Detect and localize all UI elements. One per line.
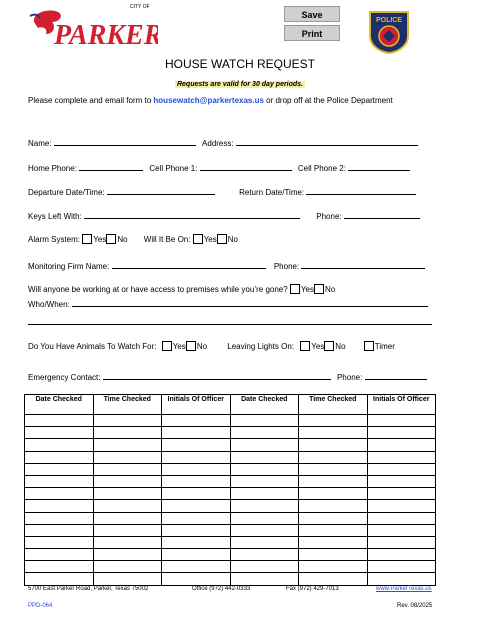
emergency-field[interactable] xyxy=(103,371,331,380)
table-cell[interactable] xyxy=(93,512,162,524)
table-cell[interactable] xyxy=(230,500,299,512)
table-cell[interactable] xyxy=(162,439,231,451)
validity-note xyxy=(0,73,480,91)
row-keys xyxy=(28,210,420,221)
table-cell[interactable] xyxy=(230,488,299,500)
table-cell[interactable] xyxy=(230,573,299,585)
departure-label: Departure Date/Time: xyxy=(28,188,105,197)
access-no-checkbox[interactable] xyxy=(314,284,324,294)
who-when-field[interactable] xyxy=(72,298,428,307)
footer-revision: Rev. 08/2025 xyxy=(397,603,433,609)
on-no-label: No xyxy=(227,235,238,244)
table-cell[interactable] xyxy=(299,439,368,451)
alarm-no-label: No xyxy=(117,235,128,244)
table-cell[interactable] xyxy=(230,536,299,548)
access-yes-label: Yes xyxy=(300,285,314,294)
table-cell[interactable] xyxy=(25,561,94,573)
row-alarm xyxy=(28,234,238,244)
table-cell[interactable] xyxy=(162,561,231,573)
parker-logo-mark xyxy=(28,4,158,50)
table-cell[interactable] xyxy=(93,500,162,512)
col-time-checked-2: Time Checked xyxy=(299,395,368,415)
table-cell[interactable] xyxy=(93,427,162,439)
table-cell[interactable] xyxy=(367,561,436,573)
animals-no-checkbox[interactable] xyxy=(186,341,196,351)
table-cell[interactable] xyxy=(367,512,436,524)
monitoring-field[interactable] xyxy=(112,260,266,269)
police-badge xyxy=(366,8,412,54)
table-cell[interactable] xyxy=(162,451,231,463)
table-cell[interactable] xyxy=(230,475,299,487)
keys-field[interactable] xyxy=(84,210,300,219)
table-cell[interactable] xyxy=(230,463,299,475)
table-cell[interactable] xyxy=(299,549,368,561)
table-cell[interactable] xyxy=(93,561,162,573)
table-row xyxy=(25,512,436,524)
table-cell[interactable] xyxy=(367,415,436,427)
lights-no-checkbox[interactable] xyxy=(324,341,334,351)
access-no-label: No xyxy=(324,285,336,294)
alarm-label: Alarm System: xyxy=(28,235,81,244)
table-cell[interactable] xyxy=(25,488,94,500)
validity-note-text: Requests are valid for 30 day periods. xyxy=(176,81,304,88)
row-phones xyxy=(28,162,410,173)
emergency-label: Emergency Contact: xyxy=(28,373,101,382)
will-be-on-label: Will It Be On: xyxy=(143,235,191,244)
col-initials: Initials Of Officer xyxy=(162,395,231,415)
address-label: Address: xyxy=(202,139,234,148)
lights-timer-label: Timer xyxy=(374,342,395,351)
table-cell[interactable] xyxy=(299,488,368,500)
check-log-table xyxy=(24,394,436,586)
table-cell[interactable] xyxy=(299,451,368,463)
table-cell[interactable] xyxy=(25,524,94,536)
col-time-checked: Time Checked xyxy=(93,395,162,415)
row-animals-lights xyxy=(28,341,395,351)
table-cell[interactable] xyxy=(230,561,299,573)
col-initials-2: Initials Of Officer xyxy=(367,395,436,415)
cell1-label: Cell Phone 1: xyxy=(149,164,198,173)
name-label: Name: xyxy=(28,139,52,148)
table-row xyxy=(25,500,436,512)
animals-yes-checkbox[interactable] xyxy=(162,341,172,351)
logo-city-of: CITY OF xyxy=(130,4,150,10)
home-phone-label: Home Phone: xyxy=(28,164,77,173)
table-cell[interactable] xyxy=(162,488,231,500)
keys-phone-label: Phone: xyxy=(316,212,342,221)
table-cell[interactable] xyxy=(230,524,299,536)
return-field[interactable] xyxy=(306,186,416,195)
cell1-field[interactable] xyxy=(200,162,292,171)
monitoring-label: Monitoring Firm Name: xyxy=(28,262,110,271)
table-cell[interactable] xyxy=(230,439,299,451)
footer-office: Office (972) 442-0333 xyxy=(192,586,251,592)
table-row xyxy=(25,463,436,475)
table-cell[interactable] xyxy=(25,536,94,548)
row-monitoring xyxy=(28,260,425,271)
departure-field[interactable] xyxy=(107,186,215,195)
table-cell[interactable] xyxy=(299,475,368,487)
lights-label: Leaving Lights On: xyxy=(227,342,294,351)
table-cell[interactable] xyxy=(299,536,368,548)
table-cell[interactable] xyxy=(299,561,368,573)
emergency-phone-field[interactable] xyxy=(365,371,427,380)
table-cell[interactable] xyxy=(25,439,94,451)
monitoring-phone-field[interactable] xyxy=(301,260,425,269)
alarm-yes-label: Yes xyxy=(93,235,107,244)
animals-no-label: No xyxy=(196,342,208,351)
table-row xyxy=(25,439,436,451)
table-cell[interactable] xyxy=(367,439,436,451)
table-row xyxy=(25,524,436,536)
parker-logo xyxy=(28,4,158,50)
table-cell[interactable] xyxy=(25,475,94,487)
address-field[interactable] xyxy=(236,137,418,146)
footer-address: 5700 East Parker Road, Parker, Texas 75002 xyxy=(28,586,149,592)
page-title: HOUSE WATCH REQUEST xyxy=(164,57,315,71)
table-cell[interactable] xyxy=(299,427,368,439)
table-cell[interactable] xyxy=(367,536,436,548)
footer-website-link[interactable]: www.ParkerTexas.us xyxy=(376,586,432,592)
lights-yes-checkbox[interactable] xyxy=(300,341,310,351)
alarm-yes-checkbox[interactable] xyxy=(82,234,92,244)
table-cell[interactable] xyxy=(367,500,436,512)
table-cell[interactable] xyxy=(299,500,368,512)
table-cell[interactable] xyxy=(230,451,299,463)
lights-yes-label: Yes xyxy=(311,342,325,351)
police-badge-icon xyxy=(366,8,412,54)
table-cell[interactable] xyxy=(367,524,436,536)
lights-no-label: No xyxy=(335,342,346,351)
table-cell[interactable] xyxy=(25,463,94,475)
email-link[interactable]: housewatch@parkertexas.us xyxy=(153,96,264,105)
on-yes-label: Yes xyxy=(203,235,217,244)
emergency-phone-label: Phone: xyxy=(336,373,363,382)
access-question: Will anyone be working at or have access to premises while you’re gone? xyxy=(28,285,288,294)
table-row xyxy=(25,451,436,463)
row-who-when xyxy=(28,298,428,309)
table-cell[interactable] xyxy=(93,439,162,451)
who-when-line-2[interactable] xyxy=(28,324,432,325)
row-access xyxy=(28,284,335,294)
table-row xyxy=(25,488,436,500)
table-cell[interactable] xyxy=(25,573,94,585)
alarm-no-checkbox[interactable] xyxy=(106,234,116,244)
table-cell[interactable] xyxy=(299,512,368,524)
table-cell[interactable] xyxy=(162,475,231,487)
table-cell[interactable] xyxy=(93,488,162,500)
cell2-label: Cell Phone 2: xyxy=(297,164,346,173)
col-date-checked-2: Date Checked xyxy=(230,395,299,415)
table-cell[interactable] xyxy=(25,549,94,561)
table-cell[interactable] xyxy=(93,524,162,536)
lights-timer-checkbox[interactable] xyxy=(364,341,374,351)
table-cell[interactable] xyxy=(367,463,436,475)
intro-after: or drop off at the Police Department xyxy=(263,96,393,105)
table-cell[interactable] xyxy=(93,536,162,548)
table-cell[interactable] xyxy=(162,463,231,475)
animals-label: Do You Have Animals To Watch For: xyxy=(28,342,157,351)
intro-before: Please complete and email form to xyxy=(28,96,154,105)
table-cell[interactable] xyxy=(230,549,299,561)
table-row xyxy=(25,427,436,439)
table-cell[interactable] xyxy=(25,415,94,427)
table-cell[interactable] xyxy=(162,500,231,512)
badge-text-svg: POLICE xyxy=(375,17,403,24)
table-cell[interactable] xyxy=(162,427,231,439)
table-cell[interactable] xyxy=(25,451,94,463)
table-cell[interactable] xyxy=(299,463,368,475)
table-cell[interactable] xyxy=(367,488,436,500)
table-cell[interactable] xyxy=(230,415,299,427)
table-row xyxy=(25,415,436,427)
table-cell[interactable] xyxy=(162,524,231,536)
table-cell[interactable] xyxy=(162,512,231,524)
table-row xyxy=(25,549,436,561)
access-yes-checkbox[interactable] xyxy=(290,284,300,294)
print-button[interactable]: Print xyxy=(284,25,340,41)
table-cell[interactable] xyxy=(162,549,231,561)
table-cell[interactable] xyxy=(93,451,162,463)
footer-form-id: PPD-064 xyxy=(28,603,53,609)
on-no-checkbox[interactable] xyxy=(217,234,227,244)
row-emergency xyxy=(28,371,427,382)
keys-phone-field[interactable] xyxy=(344,210,420,219)
table-cell[interactable] xyxy=(367,451,436,463)
table-cell[interactable] xyxy=(367,475,436,487)
keys-label: Keys Left With: xyxy=(28,212,82,221)
table-row xyxy=(25,573,436,585)
table-cell[interactable] xyxy=(367,573,436,585)
table-cell[interactable] xyxy=(299,415,368,427)
table-cell[interactable] xyxy=(93,415,162,427)
intro-line xyxy=(28,96,393,105)
table-cell[interactable] xyxy=(299,573,368,585)
table-cell[interactable] xyxy=(25,500,94,512)
table-cell[interactable] xyxy=(230,512,299,524)
table-row xyxy=(25,536,436,548)
who-when-label: Who/When: xyxy=(28,300,70,309)
table-cell[interactable] xyxy=(93,573,162,585)
table-cell[interactable] xyxy=(93,549,162,561)
table-cell[interactable] xyxy=(93,463,162,475)
table-header-row xyxy=(25,395,436,415)
footer-fax: Fax (972) 429-7013 xyxy=(286,586,339,592)
table-cell[interactable] xyxy=(367,549,436,561)
table-cell[interactable] xyxy=(367,427,436,439)
col-date-checked: Date Checked xyxy=(25,395,94,415)
table-row xyxy=(25,475,436,487)
home-phone-field[interactable] xyxy=(79,162,143,171)
table-cell[interactable] xyxy=(25,512,94,524)
on-yes-checkbox[interactable] xyxy=(193,234,203,244)
table-cell[interactable] xyxy=(25,427,94,439)
table-cell[interactable] xyxy=(299,524,368,536)
row-dates xyxy=(28,186,416,197)
table-cell[interactable] xyxy=(162,573,231,585)
table-cell[interactable] xyxy=(93,475,162,487)
animals-yes-label: Yes xyxy=(172,342,186,351)
table-cell[interactable] xyxy=(230,427,299,439)
monitoring-phone-label: Phone: xyxy=(273,262,300,271)
name-field[interactable] xyxy=(54,137,196,146)
cell2-field[interactable] xyxy=(348,162,410,171)
logo-name-text: PARKER xyxy=(54,20,158,50)
table-cell[interactable] xyxy=(162,415,231,427)
return-label: Return Date/Time: xyxy=(239,188,305,197)
row-name-address xyxy=(28,137,418,148)
table-cell[interactable] xyxy=(162,536,231,548)
save-button[interactable]: Save xyxy=(284,6,340,22)
table-row xyxy=(25,561,436,573)
